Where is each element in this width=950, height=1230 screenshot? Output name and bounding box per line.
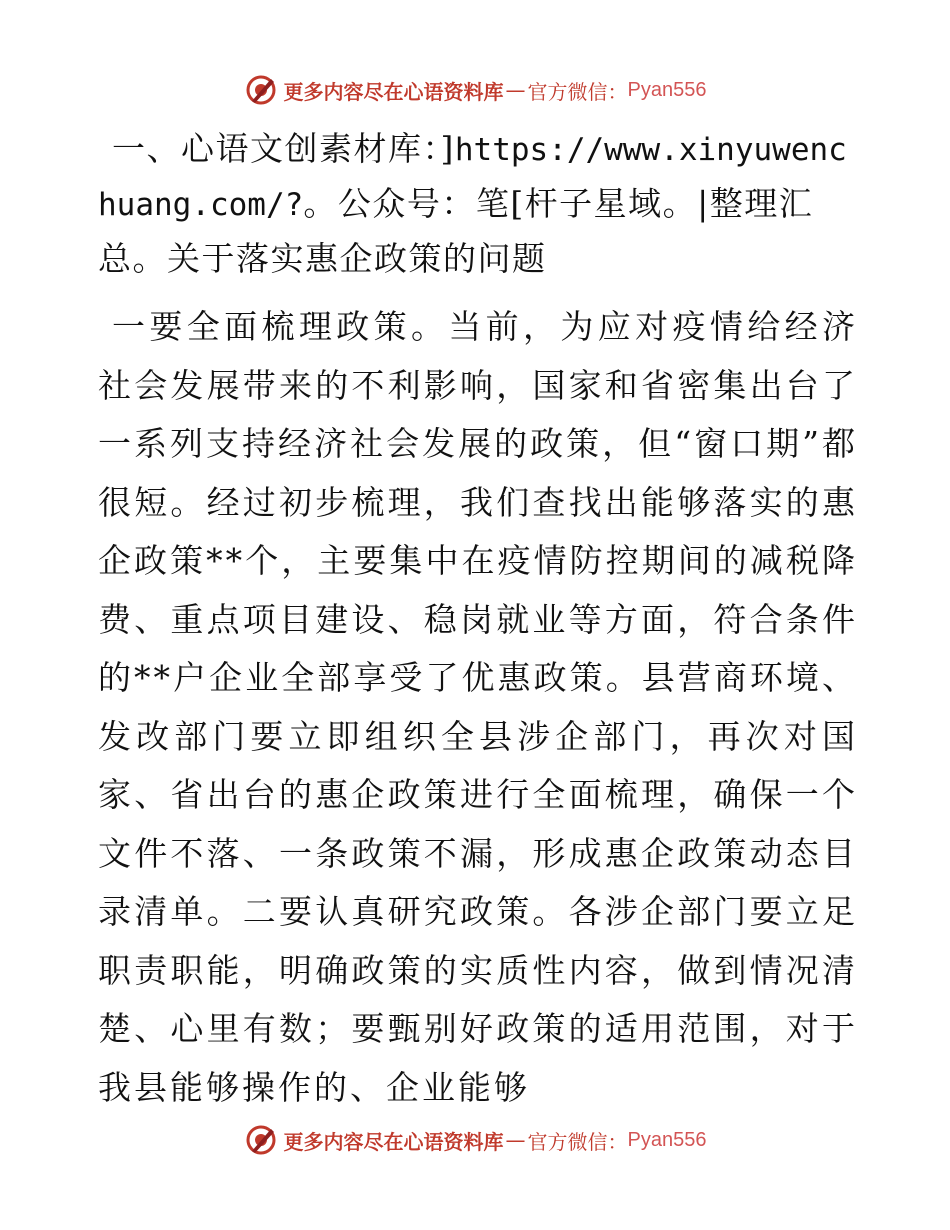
document-heading — [98, 122, 858, 286]
banner-official-label: 官方微信： — [527, 79, 628, 104]
banner-separator: — — [505, 1128, 526, 1152]
banner-separator: — — [505, 78, 526, 102]
banner-brand-text: 更多内容尽在心语资料库 — [283, 1129, 504, 1154]
banner-wechat-id: Pyan556 — [627, 78, 707, 101]
heading-prefix: 一、心语文创素材库：] — [112, 129, 455, 168]
banner-wechat-id: Pyan556 — [627, 1128, 707, 1151]
document-body — [98, 122, 858, 1117]
pen-circle-logo-icon — [244, 73, 278, 107]
header-watermark-banner — [0, 70, 950, 110]
pen-circle-logo-icon — [244, 1123, 278, 1157]
heading-url: https://www.xinyuwenchuang.com/? — [98, 132, 847, 223]
footer-watermark-banner — [0, 1120, 950, 1160]
heading-suffix: 。公众号：笔[杆子星域。|整理汇总。关于落实惠企政策的问题 — [98, 184, 814, 278]
banner-brand-text: 更多内容尽在心语资料库 — [283, 79, 504, 104]
banner-official-label: 官方微信： — [527, 1129, 628, 1154]
document-paragraph: 一要全面梳理政策。当前，为应对疫情给经济社会发展带来的不利影响，国家和省密集出台了一系列支持经济社会发展的政策，但“窗口期”都很短。经过初步梳理，我们查找出能够落实的惠企政策**个，主要集中在疫情防控期间的减税降费、重点项目建设、稳岗就业等方面，符合条件的**户企业全部享受了优惠政策。县营商环境、发改部门要立即组织全县涉企部门，再次对国家、省出台的惠企政策进行全面梳理，确保一个文件不落、一条政策不漏，形成惠企政策动态目录清单。二要认真研究政策。各涉企部门要立足职责职能，明确政策的实质性内容，做到情况清楚、心里有数；要甄别好政策的适用范围，对于我县能够操作的、企业能够 — [98, 307, 858, 1107]
